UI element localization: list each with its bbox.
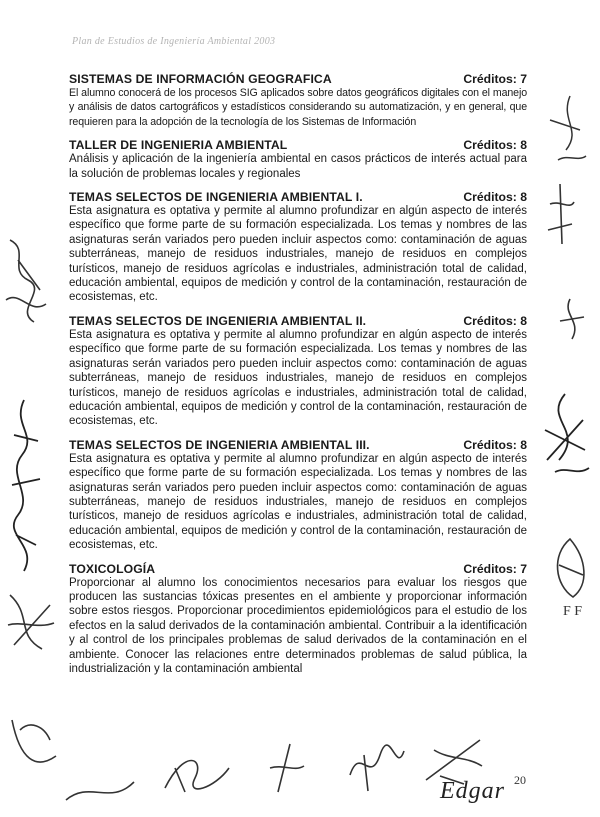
section-credits: Créditos: 8: [463, 138, 527, 153]
section-credits: Créditos: 7: [463, 72, 527, 86]
course-section-taller: [69, 138, 527, 181]
signature-left-4: [6, 700, 66, 780]
page-number: 20: [514, 773, 526, 787]
signature-right-5: [545, 535, 595, 605]
signature-left-3: [2, 585, 60, 665]
section-heading: [69, 190, 527, 204]
signature-left-2: [4, 395, 50, 575]
course-list: [69, 72, 527, 685]
course-section-temas-1: [69, 190, 527, 305]
course-section-sig: [69, 72, 527, 129]
section-heading: [69, 438, 527, 452]
signature-right-2: [540, 180, 580, 250]
signature-initials: F F: [563, 604, 583, 619]
section-heading: [69, 138, 527, 152]
section-title: SISTEMAS DE INFORMACIÓN GEOGRAFICA: [69, 72, 332, 86]
section-credits: Créditos: 7: [463, 561, 527, 576]
section-title: TEMAS SELECTOS DE INGENIERIA AMBIENTAL I.: [69, 190, 363, 205]
section-heading: [69, 562, 527, 576]
course-section-temas-2: [69, 314, 527, 429]
signature-bottom-2: [260, 738, 310, 798]
signature-bottom-5: [60, 770, 140, 810]
section-credits: Créditos: 8: [463, 313, 527, 328]
course-section-temas-3: [69, 438, 527, 553]
signature-bottom-3: [340, 735, 410, 795]
section-title: TOXICOLOGÍA: [69, 561, 156, 576]
signature-right-4: [535, 390, 595, 480]
section-title: TEMAS SELECTOS DE INGENIERIA AMBIENTAL II.: [69, 313, 367, 328]
signature-bottom-1: [155, 738, 235, 798]
signature-right-3: [552, 295, 592, 345]
page-header: Plan de Estudios de Ingeniería Ambiental 2003: [72, 36, 276, 47]
section-title: TALLER DE INGENIERIA AMBIENTAL: [69, 138, 288, 153]
section-description: Esta asignatura es optativa y permite al alumno profundizar en algún aspecto de interés específico que forme parte de su formación especializada. Los temas y nombres de las asignaturas serán variados pero pueden incluir aspectos como: contaminación de aguas subterráneas, manejo de residuos industriales, manejo de residuos en complejos turísticos, manejo de residuos agrícolas e industriales, administración total de calidad, educación ambiental, equipos de medición y control de la contaminación, restauración de ecosistemas, etc.: [69, 452, 527, 552]
section-description: Proporcionar al alumno los conocimientos necesarios para evaluar los riesgos que producen las sustancias tóxicas presentes en el ambiente y proporcionar información sobre estos riesgos. Proporcionar procedimientos epidemiológicos para el estudio de los efectos en la salud derivados de la contaminación ambiental. Contribuir a la identificación y al control de los principales problemas de salud derivados de la contaminación en el ambiente. Conocer las relaciones entre determinados problemas de salud pública, la industrialización y la contaminación ambiental: [69, 576, 527, 675]
signature-edgar: Edgar: [440, 778, 505, 804]
section-heading: [69, 314, 527, 328]
signature-right-1: [530, 90, 590, 170]
section-description: Esta asignatura es optativa y permite al alumno profundizar en algún aspecto de interés específico que forme parte de su formación especializada. Los temas y nombres de las asignaturas serán variados pero pueden incluir aspectos como: contaminación de aguas subterráneas, manejo de residuos industriales, manejo de residuos en complejos turísticos, manejo de residuos agrícolas e industriales, administración total de calidad, educación ambiental, equipos de medición y control de la contaminación, restauración de ecosistemas, etc.: [69, 328, 527, 428]
section-description: Análisis y aplicación de la ingeniería ambiental en casos prácticos de interés actual para la solución de problemas locales y regionales: [69, 153, 527, 180]
section-description: El alumno conocerá de los procesos SIG aplicados sobre datos geográficos digitales con el manejo y análisis de datos cartográficos y estadísticos considerando su automatización, y en general, que requieren para la adopción de la tecnología de los Sistemas de Información: [69, 87, 527, 128]
section-credits: Créditos: 8: [463, 437, 527, 452]
section-title: TEMAS SELECTOS DE INGENIERIA AMBIENTAL III.: [69, 437, 370, 452]
section-credits: Créditos: 8: [463, 190, 527, 205]
signature-left-1: [0, 230, 60, 340]
section-heading: [69, 72, 527, 86]
course-section-toxicologia: [69, 562, 527, 677]
section-description: Esta asignatura es optativa y permite al alumno profundizar en algún aspecto de interés específico que forme parte de su formación especializada. Los temas y nombres de las asignaturas serán variados pero pueden incluir aspectos como: contaminación de aguas subterráneas, manejo de residuos industriales, manejo de residuos en complejos turísticos, manejo de residuos agrícolas e industriales, administración total de calidad, educación ambiental, equipos de medición y control de la contaminación, restauración de ecosistemas, etc.: [69, 205, 527, 304]
